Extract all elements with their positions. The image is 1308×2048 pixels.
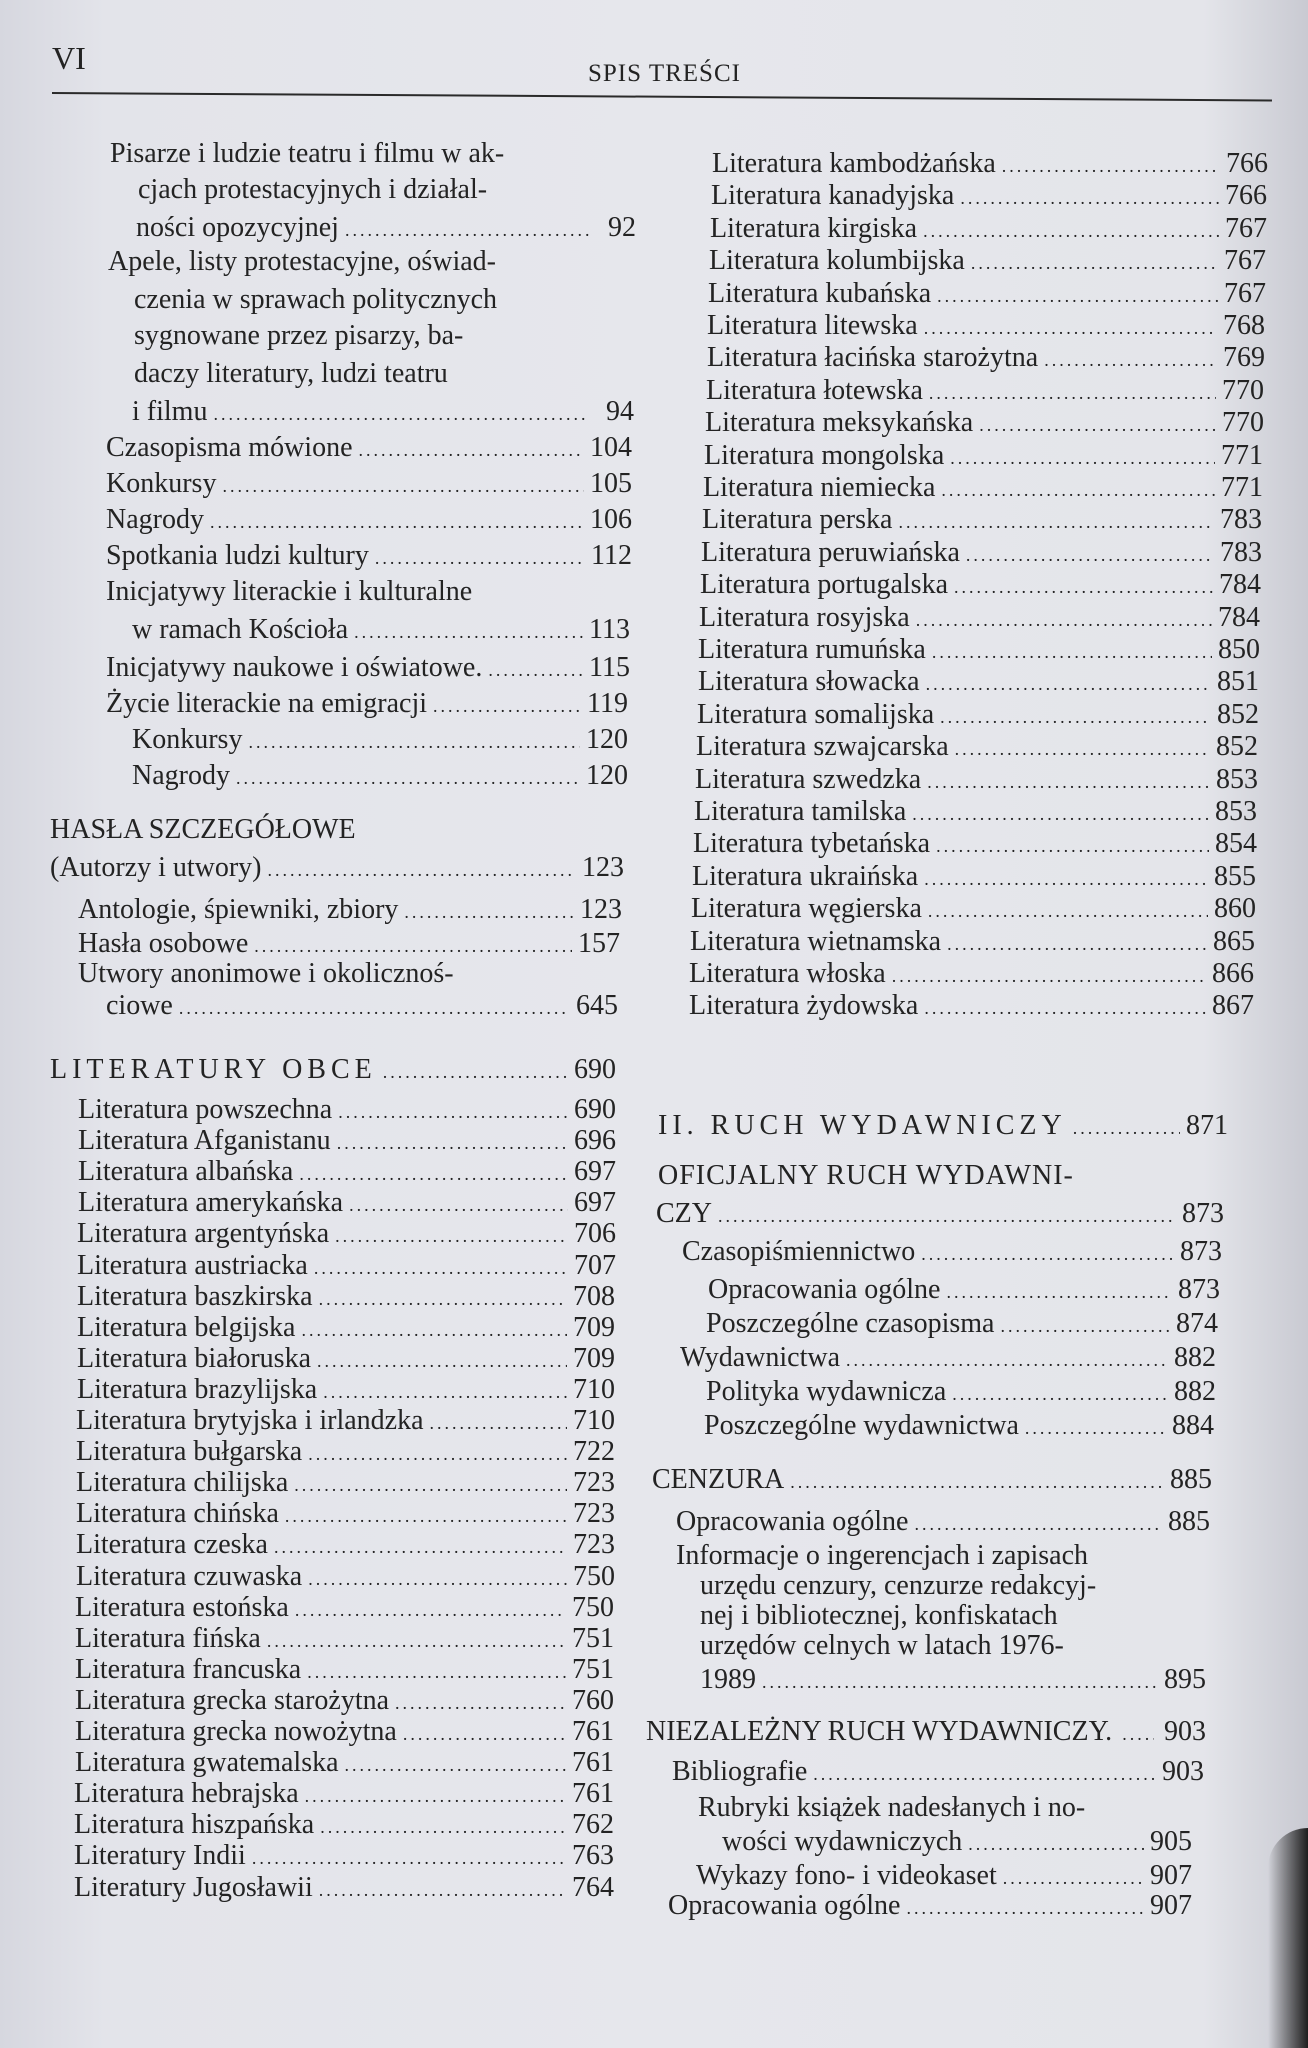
- toc-entry: Poszczególne wydawnictwa ..... 884: [704, 1410, 1214, 1444]
- toc-entry: Literatura portugalska ..... 784: [700, 569, 1261, 603]
- toc-entry: Literatura Afganistanu ..... 696: [78, 1125, 616, 1159]
- toc-entry: Literatura kambodżańska ..... 766: [712, 148, 1268, 182]
- toc-entry: Literatura włoska ..... 866: [689, 958, 1254, 992]
- toc-entry: Literatury Jugosławii ..... 764: [74, 1872, 614, 1906]
- toc-entry: Literatura litewska ..... 768: [707, 310, 1265, 344]
- toc-entry: Literatura meksykańska ..... 770: [705, 407, 1264, 441]
- toc-entry: Literatura czuwaska ..... 750: [76, 1561, 615, 1595]
- toc-entry: i filmu ..... 94: [132, 396, 634, 430]
- toc-line: nej i bibliotecznej, konfiskatach: [700, 1600, 1058, 1631]
- toc-entry: Konkursy ..... 120: [132, 724, 628, 758]
- toc-line: Pisarze i ludzie teatru i filmu w ak-: [110, 138, 505, 169]
- toc-entry: Literatura peruwiańska ..... 783: [701, 537, 1262, 571]
- toc-entry: Inicjatywy naukowe i oświatowe. ..... 115: [106, 652, 630, 686]
- toc-entry: Literatura kirgiska ..... 767: [710, 213, 1267, 247]
- toc-entry: Antologie, śpiewniki, zbiory ..... 123: [78, 894, 622, 928]
- toc-entry: Literatura białoruska ..... 709: [77, 1343, 615, 1377]
- toc-entry: Literatura rosyjska ..... 784: [699, 602, 1260, 636]
- toc-entry: Literatura bułgarska ..... 722: [76, 1436, 615, 1470]
- toc-entry: Literatura chińska ..... 723: [76, 1498, 615, 1532]
- toc-entry: Bibliografie ..... 903: [672, 1756, 1204, 1790]
- toc-entry: Literatura wietnamska ..... 865: [690, 926, 1255, 960]
- toc-entry: w ramach Kościoła ..... 113: [132, 614, 630, 648]
- toc-entry: Literatura kolumbijska ..... 767: [709, 245, 1266, 279]
- background-object: [1268, 1828, 1308, 2048]
- toc-entry: Literatury Indii ..... 763: [74, 1840, 614, 1874]
- toc-entry: Literatura chilijska ..... 723: [76, 1467, 615, 1501]
- toc-entry: Wykazy fono- i videokaset ..... 907: [696, 1860, 1192, 1894]
- toc-entry: Wydawnictwa ..... 882: [680, 1342, 1216, 1376]
- toc-entry: Opracowania ogólne ..... 885: [676, 1506, 1210, 1540]
- toc-entry: Literatura tamilska ..... 853: [694, 796, 1257, 830]
- toc-entry: Czasopiśmiennictwo ..... 873: [682, 1236, 1222, 1270]
- toc-entry: Literatura amerykańska ..... 697: [78, 1187, 616, 1221]
- toc-entry: Literatura baszkirska ..... 708: [77, 1281, 615, 1315]
- toc-line: Inicjatywy literackie i kulturalne: [106, 576, 473, 607]
- toc-entry: Literatura słowacka ..... 851: [698, 666, 1259, 700]
- toc-entry: CZY ..... 873: [656, 1198, 1224, 1232]
- toc-line: cjach protestacyjnych i działal-: [138, 174, 488, 205]
- toc-entry: Spotkania ludzi kultury ..... 112: [106, 540, 632, 574]
- toc-entry: Życie literackie na emigracji ..... 119: [106, 688, 628, 722]
- toc-entry: Literatura brazylijska ..... 710: [77, 1374, 615, 1408]
- toc-line: sygnowane przez pisarzy, ba-: [134, 320, 464, 351]
- toc-entry: Literatura czeska ..... 723: [76, 1529, 615, 1563]
- toc-entry: Literatura rumuńska ..... 850: [698, 634, 1260, 668]
- toc-entry: Literatura powszechna ..... 690: [78, 1094, 616, 1128]
- toc-entry: Poszczególne czasopisma ..... 874: [706, 1308, 1218, 1342]
- section-heading: OFICJALNY RUCH WYDAWNI-: [658, 1160, 1074, 1191]
- toc-entry: Literatura gwatemalska ..... 761: [75, 1747, 614, 1781]
- toc-line: Rubryki książek nadesłanych i no-: [698, 1792, 1086, 1823]
- toc-entry: Opracowania ogólne ..... 907: [668, 1890, 1192, 1924]
- toc-line: urzędów celnych w latach 1976-: [700, 1630, 1064, 1661]
- toc-entry: 1989 ..... 895: [700, 1664, 1206, 1698]
- toc-entry: Literatura perska ..... 783: [702, 504, 1262, 538]
- toc-entry: Literatura somalijska ..... 852: [697, 699, 1259, 733]
- toc-entry: Polityka wydawnicza ..... 882: [706, 1376, 1216, 1410]
- toc-entry: Konkursy ..... 105: [106, 468, 632, 502]
- toc-entry: Literatura hebrajska ..... 761: [74, 1778, 614, 1812]
- page-number: VI: [52, 40, 86, 76]
- toc-entry: Hasła osobowe ..... 157: [78, 928, 620, 962]
- section-heading: NIEZALEŻNY RUCH WYDAWNICZY. ..... 903: [646, 1716, 1206, 1750]
- toc-entry: Literatura grecka starożytna ..... 760: [75, 1685, 614, 1719]
- toc-line: urzędu cenzury, cenzurze redakcyj-: [700, 1570, 1097, 1601]
- section-heading: CENZURA ..... 885: [652, 1464, 1212, 1498]
- toc-entry: Literatura argentyńska ..... 706: [77, 1218, 616, 1252]
- toc-entry: Literatura francuska ..... 751: [75, 1654, 614, 1688]
- toc-entry: Literatura albańska ..... 697: [78, 1156, 616, 1190]
- toc-entry: Literatura grecka nowożytna ..... 761: [75, 1716, 614, 1750]
- toc-entry: Literatura szwedzka ..... 853: [695, 764, 1258, 798]
- toc-entry: Literatura węgierska ..... 860: [691, 893, 1256, 927]
- toc-entry: Literatura fińska ..... 751: [75, 1623, 614, 1657]
- toc-entry: Literatura austriacka ..... 707: [77, 1250, 616, 1284]
- toc-entry: (Autorzy i utwory) ..... 123: [50, 852, 624, 886]
- toc-entry: Czasopisma mówione ..... 104: [106, 432, 632, 466]
- toc-entry: Literatura łacińska starożytna ..... 769: [707, 342, 1265, 376]
- toc-entry: Literatura belgijska ..... 709: [77, 1312, 615, 1346]
- toc-entry: ciowe ..... 645: [106, 990, 618, 1024]
- header-rule: [52, 92, 1272, 101]
- toc-entry: Literatura szwajcarska ..... 852: [696, 731, 1258, 765]
- toc-entry: Literatura hiszpańska ..... 762: [74, 1809, 614, 1843]
- toc-entry: Nagrody ..... 106: [106, 504, 632, 538]
- toc-entry: ności opozycyjnej ..... 92: [136, 212, 636, 246]
- toc-line: czenia w sprawach politycznych: [134, 284, 498, 315]
- toc-entry: Nagrody ..... 120: [132, 760, 628, 794]
- toc-entry: Literatura żydowska ..... 867: [689, 990, 1254, 1024]
- toc-line: Apele, listy protestacyjne, oświad-: [108, 246, 497, 277]
- toc-line: Informacje o ingerencjach i zapisach: [676, 1540, 1089, 1571]
- toc-line: daczy literatury, ludzi teatru: [134, 358, 448, 389]
- toc-entry: Literatura ukraińska ..... 855: [692, 861, 1256, 895]
- toc-entry: Literatura niemiecka ..... 771: [703, 472, 1263, 506]
- toc-entry: Literatura kubańska ..... 767: [708, 278, 1266, 312]
- toc-entry: Literatura brytyjska i irlandzka ..... 710: [76, 1405, 615, 1439]
- section-heading: HASŁA SZCZEGÓŁOWE: [50, 814, 356, 845]
- toc-entry: Literatura kanadyjska ..... 766: [711, 180, 1267, 214]
- section-heading: LITERATURY OBCE ..... 690: [50, 1054, 616, 1088]
- toc-entry: Opracowania ogólne ..... 873: [708, 1274, 1220, 1308]
- toc-entry: Literatura tybetańska ..... 854: [693, 828, 1257, 862]
- toc-line: Utwory anonimowe i okolicznoś-: [78, 958, 454, 989]
- toc-entry: Literatura łotewska ..... 770: [706, 375, 1264, 409]
- running-head: SPIS TREŚCI: [588, 60, 741, 87]
- toc-entry: Literatura mongolska ..... 771: [704, 440, 1263, 474]
- toc-entry: wości wydawniczych ..... 905: [722, 1826, 1192, 1860]
- section-heading: II. RUCH WYDAWNICZY ..... 871: [658, 1110, 1228, 1144]
- toc-entry: Literatura estońska ..... 750: [75, 1592, 614, 1626]
